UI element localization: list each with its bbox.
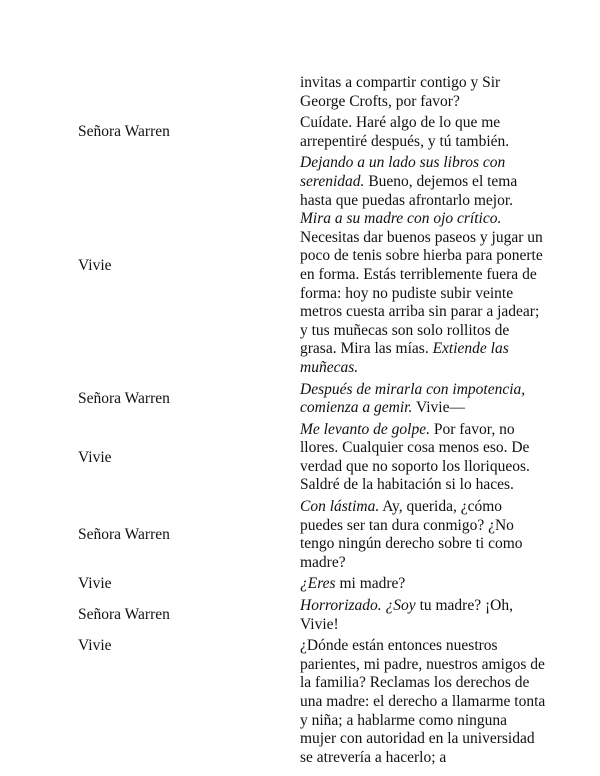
spoken-text: tu madre? ¡Oh, Vivie!: [300, 597, 513, 633]
spoken-text: Cuídate. Haré algo de lo que me arrepentiré después, y tú también.: [300, 114, 510, 150]
dialogue-line: [300, 498, 546, 572]
speaker-name: Vivie: [78, 256, 112, 274]
stage-direction: Después de mirarla con impotencia, comienza a gemir.: [300, 380, 526, 417]
speaker-name: Vivie: [78, 448, 112, 466]
speaker-name: Señora Warren: [78, 525, 170, 543]
dialogue-line: [300, 154, 546, 377]
dialogue-row: [78, 597, 548, 634]
dialogue-row: [78, 381, 548, 418]
spoken-text: invitas a compartir contigo y Sir George Crofts, por favor?: [300, 74, 501, 110]
stage-direction: Horrorizado. ¿Soy: [300, 597, 416, 615]
dialogue-row: [78, 421, 548, 495]
spoken-text: Por favor, no llores. Cualquier cosa menos eso. De verdad que no soporto los lloriqueos. Saldré de la habitación si lo haces.: [300, 420, 530, 494]
dialogue-line: [300, 74, 546, 111]
dialogue-line: [300, 421, 546, 495]
dialogue-line: [300, 575, 546, 594]
dialogue-row: [78, 74, 548, 111]
speaker-name: Vivie: [78, 575, 112, 593]
dialogue-line: [300, 381, 546, 418]
dialogue-line: [300, 637, 546, 767]
dialogue-row: [78, 575, 548, 594]
stage-direction: ¿Eres: [300, 575, 336, 593]
dialogue-row: [78, 498, 548, 572]
spoken-text: mi madre?: [335, 575, 406, 593]
speaker-name: Señora Warren: [78, 123, 170, 141]
dialogue-line: [300, 114, 546, 151]
stage-direction: Mira a su madre con ojo crítico.: [300, 210, 502, 228]
spoken-text: Ay, querida, ¿cómo puedes ser tan dura conmigo? ¿No tengo ningún derecho sobre ti como madre?: [300, 498, 523, 571]
dialogue-row: [78, 114, 548, 151]
stage-direction: Dejando a un lado sus libros con serenidad.: [300, 154, 506, 190]
dialogue-row: [78, 154, 548, 377]
stage-direction: Extiende las muñecas.: [300, 340, 509, 376]
dialogue-row: [78, 637, 548, 767]
speaker-name: Señora Warren: [78, 389, 170, 407]
spoken-text: Bueno, dejemos el tema hasta que puedas afrontarlo mejor.: [300, 172, 518, 209]
spoken-text: ¿Dónde están entonces nuestros parientes, mi padre, nuestros amigos de la familia? Reclamas los derechos de una madre: el derecho a llamarme tonta y niña; a hablarme como ninguna mujer con autoridad en la universidad se atrevería a hacerlo; a: [300, 637, 546, 766]
spoken-text: Vivie—: [412, 399, 465, 417]
spoken-text: Necesitas dar buenos paseos y jugar un poco de tenis sobre hierba para ponerte en forma. Estás terriblemente fuera de forma: hoy no pudiste subir veinte metros cuesta arriba sin parar a jadear; y tus muñecas son solo rollitos de grasa. Mira las mías.: [300, 228, 543, 358]
speaker-name: Señora Warren: [78, 606, 170, 624]
play-script: [78, 74, 548, 770]
dialogue-line: [300, 597, 546, 634]
stage-direction: Me levanto de golpe.: [300, 420, 430, 438]
stage-direction: Con lástima.: [300, 498, 380, 516]
speaker-name: Vivie: [78, 637, 112, 655]
